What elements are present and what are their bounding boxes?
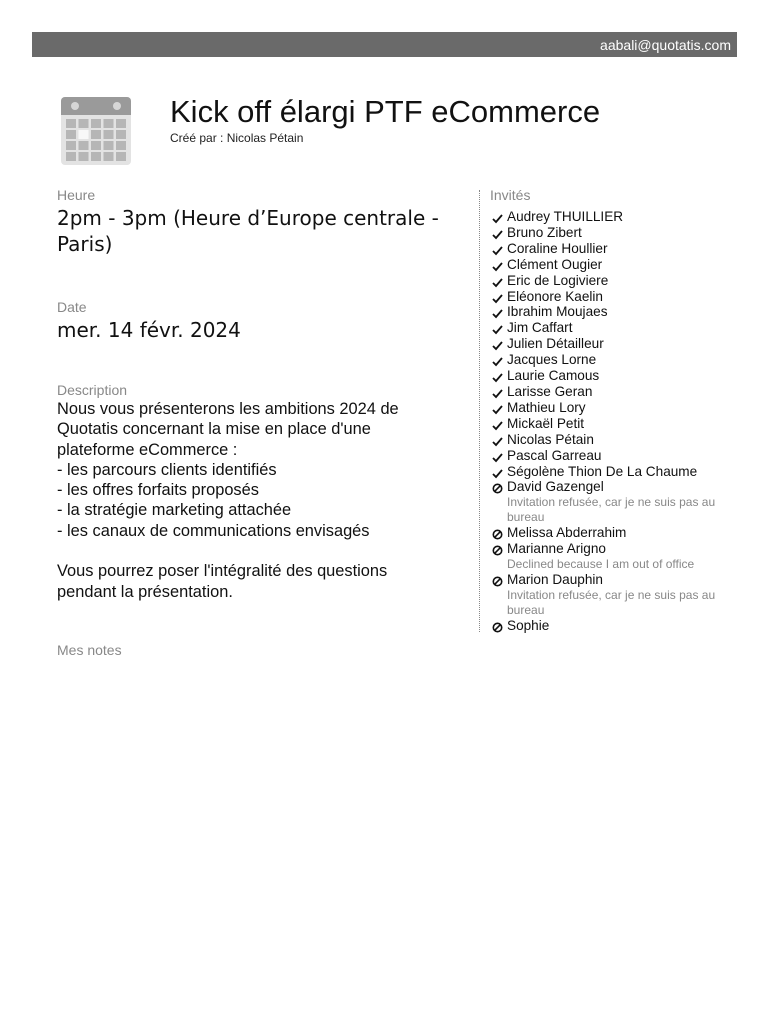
guest-name: Ibrahim Moujaes <box>507 304 608 320</box>
guest-item <box>490 525 730 541</box>
column-divider <box>479 190 480 632</box>
guest-list <box>490 209 730 634</box>
guest-item <box>490 541 730 572</box>
guest-decline-note: Invitation refusée, car je ne suis pas au bureau <box>507 588 716 618</box>
checkmark-icon <box>492 244 503 255</box>
checkmark-icon <box>492 451 503 462</box>
checkmark-icon <box>492 292 503 303</box>
guest-name: Marianne Arigno <box>507 541 606 557</box>
guest-decline-note: Declined because I am out of office <box>507 557 695 572</box>
checkmark-icon <box>492 323 503 334</box>
guest-item <box>490 257 730 273</box>
guest-item <box>490 352 730 368</box>
description-line: pendant la présentation. <box>57 582 233 601</box>
description-line: - la stratégie marketing attachée <box>57 501 292 520</box>
notes-label: Mes notes <box>57 642 122 658</box>
guest-name: Audrey THUILLIER <box>507 209 624 224</box>
guest-item <box>490 479 730 525</box>
checkmark-icon <box>492 387 503 398</box>
guest-name: David Gazengel <box>507 479 604 495</box>
guest-name: Pascal Garreau <box>507 447 602 463</box>
guest-name: Ségolène Thion De La Chaume <box>507 463 698 479</box>
description-line: Nous vous présenterons les ambitions 2024 de <box>57 400 399 418</box>
checkmark-icon <box>492 371 503 382</box>
declined-icon <box>492 528 503 539</box>
date-value: mer. 14 févr. 2024 <box>57 318 241 342</box>
description-line: plateforme eCommerce : <box>57 440 238 459</box>
guest-name: Marion Dauphin <box>507 572 603 588</box>
guest-item <box>490 209 730 225</box>
description-text <box>57 399 437 602</box>
checkmark-icon <box>492 403 503 414</box>
top-bar <box>32 32 737 57</box>
event-creator: Créé par : Nicolas Pétain <box>170 131 304 145</box>
user-email[interactable]: aabali@quotatis.com <box>600 37 731 53</box>
checkmark-icon <box>492 228 503 239</box>
guest-name: Mathieu Lory <box>507 399 586 415</box>
description-line: - les canaux de communications envisagés <box>57 521 370 540</box>
guest-item <box>490 368 730 384</box>
description-gap <box>57 541 437 561</box>
guest-item <box>490 448 730 464</box>
guest-item <box>490 416 730 432</box>
guest-name: Laurie Camous <box>507 368 600 384</box>
guest-name: Bruno Zibert <box>507 224 582 240</box>
guest-item <box>490 464 730 480</box>
guest-name: Eléonore Kaelin <box>507 288 603 304</box>
guest-name: Jacques Lorne <box>507 352 597 368</box>
guest-name: Sophie <box>507 618 550 634</box>
time-label: Heure <box>57 187 96 203</box>
guest-name: Nicolas Pétain <box>507 431 594 447</box>
checkmark-icon <box>492 467 503 478</box>
guest-name: Larisse Geran <box>507 383 593 399</box>
guest-name: Melissa Abderrahim <box>507 525 627 541</box>
checkmark-icon <box>492 307 503 318</box>
guest-item <box>490 320 730 336</box>
description-line: Vous pourrez poser l'intégralité des questions <box>57 562 388 581</box>
date-label: Date <box>57 299 87 315</box>
guest-decline-note: Invitation refusée, car je ne suis pas au bureau <box>507 495 716 525</box>
checkmark-icon <box>492 339 503 350</box>
guest-name: Clément Ougier <box>507 256 603 272</box>
calendar-icon <box>61 97 131 165</box>
guest-item <box>490 618 730 634</box>
guest-item <box>490 400 730 416</box>
description-line: - les parcours clients identifiés <box>57 460 277 479</box>
declined-icon <box>492 621 503 632</box>
guest-item <box>490 336 730 352</box>
guest-item <box>490 241 730 257</box>
declined-icon <box>492 575 503 586</box>
guest-item <box>490 225 730 241</box>
checkmark-icon <box>492 435 503 446</box>
guest-name: Mickaël Petit <box>507 415 585 431</box>
time-value: 2pm - 3pm (Heure d’Europe centrale - Paris) <box>57 206 439 256</box>
description-line: - les offres forfaits proposés <box>57 481 259 500</box>
checkmark-icon <box>492 419 503 430</box>
description-label: Description <box>57 382 128 398</box>
guest-item <box>490 304 730 320</box>
guest-item <box>490 273 730 289</box>
guest-item <box>490 432 730 448</box>
guest-name: Julien Détailleur <box>507 336 604 352</box>
guest-item <box>490 384 730 400</box>
guest-item <box>490 572 730 618</box>
checkmark-icon <box>492 212 503 223</box>
declined-icon <box>492 544 503 555</box>
guest-item <box>490 289 730 305</box>
event-title: Kick off élargi PTF eCommerce <box>170 94 601 129</box>
checkmark-icon <box>492 260 503 271</box>
guests-label: Invités <box>490 187 531 203</box>
description-line: Quotatis concernant la mise en place d'une <box>57 420 371 439</box>
checkmark-icon <box>492 276 503 287</box>
checkmark-icon <box>492 355 503 366</box>
guest-name: Jim Caffart <box>507 320 573 336</box>
declined-icon <box>492 482 503 493</box>
guest-name: Eric de Logiviere <box>507 272 609 288</box>
guest-name: Coraline Houllier <box>507 240 608 256</box>
